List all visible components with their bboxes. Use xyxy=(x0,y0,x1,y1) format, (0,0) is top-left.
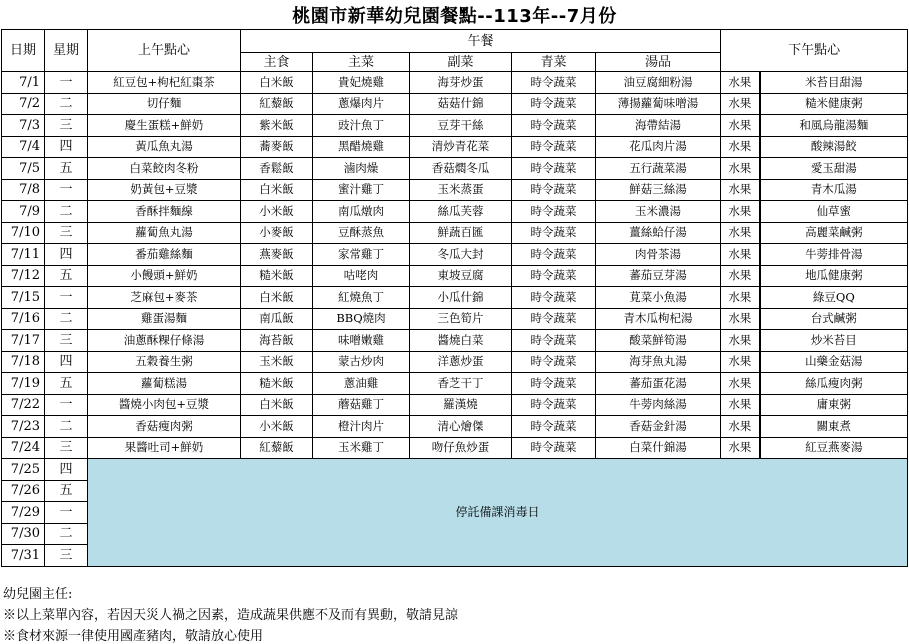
header-soup: 湯品 xyxy=(596,53,721,72)
staple-cell: 小米飯 xyxy=(241,201,313,223)
header-staple: 主食 xyxy=(241,53,313,72)
afternoon-snack-cell: 綠豆QQ xyxy=(760,287,908,309)
main-dish-cell: 橙汁肉片 xyxy=(313,416,410,438)
side-dish-cell: 玉米蒸蛋 xyxy=(410,179,512,201)
fruit-cell: 水果 xyxy=(721,136,760,158)
date-cell: 7/18 xyxy=(2,351,45,373)
weekday-cell: 一 xyxy=(45,502,88,524)
morning-snack-cell: 小饅頭+鮮奶 xyxy=(88,265,241,287)
date-cell: 7/5 xyxy=(2,158,45,180)
vegetable-cell: 時令蔬菜 xyxy=(512,222,596,244)
date-cell: 7/31 xyxy=(2,545,45,567)
fruit-cell: 水果 xyxy=(721,115,760,137)
weekday-cell: 三 xyxy=(45,545,88,567)
side-dish-cell: 羅漢燒 xyxy=(410,394,512,416)
vegetable-cell: 時令蔬菜 xyxy=(512,308,596,330)
weekday-cell: 五 xyxy=(45,373,88,395)
table-row xyxy=(2,158,908,180)
staple-cell: 白米飯 xyxy=(241,287,313,309)
date-cell: 7/22 xyxy=(2,394,45,416)
afternoon-snack-cell: 糙米健康粥 xyxy=(760,93,908,115)
weekday-cell: 二 xyxy=(45,93,88,115)
table-row xyxy=(2,72,908,94)
morning-snack-cell: 醬燒小肉包+豆漿 xyxy=(88,394,241,416)
vegetable-cell: 時令蔬菜 xyxy=(512,72,596,94)
morning-snack-cell: 雞蛋湯麵 xyxy=(88,308,241,330)
side-dish-cell: 三色筍片 xyxy=(410,308,512,330)
header-lunch: 午餐 xyxy=(241,30,721,53)
staple-cell: 糙米飯 xyxy=(241,265,313,287)
afternoon-snack-cell: 絲瓜瘦肉粥 xyxy=(760,373,908,395)
date-cell: 7/10 xyxy=(2,222,45,244)
vegetable-cell: 時令蔬菜 xyxy=(512,373,596,395)
staple-cell: 蕎麥飯 xyxy=(241,136,313,158)
afternoon-snack-cell: 愛玉甜湯 xyxy=(760,158,908,180)
soup-cell: 玉米濃湯 xyxy=(596,201,721,223)
main-dish-cell: 家常雞丁 xyxy=(313,244,410,266)
vegetable-cell: 時令蔬菜 xyxy=(512,244,596,266)
main-dish-cell: 貴妃燒雞 xyxy=(313,72,410,94)
table-row xyxy=(2,265,908,287)
main-dish-cell: 蘑菇雞丁 xyxy=(313,394,410,416)
table-row xyxy=(2,437,908,459)
header-weekday: 星期 xyxy=(45,30,88,72)
date-cell: 7/23 xyxy=(2,416,45,438)
table-row xyxy=(2,416,908,438)
table-row xyxy=(2,308,908,330)
soup-cell: 五行蔬菜湯 xyxy=(596,158,721,180)
soup-cell: 薄揚蘿蔔味噌湯 xyxy=(596,93,721,115)
afternoon-snack-cell: 山藥金菇湯 xyxy=(760,351,908,373)
staple-cell: 紫米飯 xyxy=(241,115,313,137)
side-dish-cell: 絲瓜芙蓉 xyxy=(410,201,512,223)
afternoon-snack-cell: 庸東粥 xyxy=(760,394,908,416)
fruit-cell: 水果 xyxy=(721,287,760,309)
table-row xyxy=(2,459,908,481)
side-dish-cell: 豆芽干絲 xyxy=(410,115,512,137)
afternoon-snack-cell: 牛蒡排骨湯 xyxy=(760,244,908,266)
morning-snack-cell: 番茄雞絲麵 xyxy=(88,244,241,266)
date-cell: 7/11 xyxy=(2,244,45,266)
weekday-cell: 一 xyxy=(45,179,88,201)
main-dish-cell: 豆酥蒸魚 xyxy=(313,222,410,244)
main-dish-cell: BBQ燒肉 xyxy=(313,308,410,330)
header-main-dish: 主菜 xyxy=(313,53,410,72)
weekday-cell: 四 xyxy=(45,351,88,373)
staple-cell: 白米飯 xyxy=(241,179,313,201)
fruit-cell: 水果 xyxy=(721,93,760,115)
date-cell: 7/2 xyxy=(2,93,45,115)
vegetable-cell: 時令蔬菜 xyxy=(512,394,596,416)
date-cell: 7/29 xyxy=(2,502,45,524)
staple-cell: 海苔飯 xyxy=(241,330,313,352)
morning-snack-cell: 紅豆包+枸杞紅棗茶 xyxy=(88,72,241,94)
weekday-cell: 五 xyxy=(45,158,88,180)
fruit-cell: 水果 xyxy=(721,416,760,438)
date-cell: 7/12 xyxy=(2,265,45,287)
date-cell: 7/17 xyxy=(2,330,45,352)
afternoon-snack-cell: 地瓜健康粥 xyxy=(760,265,908,287)
side-dish-cell: 小瓜什錦 xyxy=(410,287,512,309)
table-row xyxy=(2,287,908,309)
morning-snack-cell: 黃瓜魚丸湯 xyxy=(88,136,241,158)
fruit-cell: 水果 xyxy=(721,244,760,266)
main-dish-cell: 蔥油雞 xyxy=(313,373,410,395)
table-row xyxy=(2,244,908,266)
soup-cell: 花瓜肉片湯 xyxy=(596,136,721,158)
vegetable-cell: 時令蔬菜 xyxy=(512,136,596,158)
weekday-cell: 一 xyxy=(45,394,88,416)
afternoon-snack-cell: 高麗菜鹹粥 xyxy=(760,222,908,244)
weekday-cell: 二 xyxy=(45,308,88,330)
soup-cell: 牛蒡肉絲湯 xyxy=(596,394,721,416)
fruit-cell: 水果 xyxy=(721,222,760,244)
date-cell: 7/15 xyxy=(2,287,45,309)
afternoon-snack-cell: 關東煮 xyxy=(760,416,908,438)
staple-cell: 小麥飯 xyxy=(241,222,313,244)
vegetable-cell: 時令蔬菜 xyxy=(512,437,596,459)
morning-snack-cell: 果醬吐司+鮮奶 xyxy=(88,437,241,459)
header-vegetable: 青菜 xyxy=(512,53,596,72)
date-cell: 7/8 xyxy=(2,179,45,201)
afternoon-snack-cell: 青木瓜湯 xyxy=(760,179,908,201)
side-dish-cell: 菇菇什錦 xyxy=(410,93,512,115)
header-date: 日期 xyxy=(2,30,45,72)
vegetable-cell: 時令蔬菜 xyxy=(512,351,596,373)
table-row xyxy=(2,201,908,223)
morning-snack-cell: 蘿蔔糕湯 xyxy=(88,373,241,395)
weekday-cell: 三 xyxy=(45,115,88,137)
fruit-cell: 水果 xyxy=(721,179,760,201)
soup-cell: 蕃茄豆芽湯 xyxy=(596,265,721,287)
staple-cell: 紅藜飯 xyxy=(241,93,313,115)
page-title: 桃園市新華幼兒園餐點--113年--7月份 xyxy=(292,6,617,27)
staple-cell: 小米飯 xyxy=(241,416,313,438)
table-row xyxy=(2,394,908,416)
weekday-cell: 五 xyxy=(45,265,88,287)
afternoon-snack-cell: 仙草蜜 xyxy=(760,201,908,223)
table-row xyxy=(2,351,908,373)
date-cell: 7/24 xyxy=(2,437,45,459)
vegetable-cell: 時令蔬菜 xyxy=(512,93,596,115)
fruit-cell: 水果 xyxy=(721,373,760,395)
morning-snack-cell: 香酥拌麵線 xyxy=(88,201,241,223)
soup-cell: 肉骨茶湯 xyxy=(596,244,721,266)
soup-cell: 香菇金針湯 xyxy=(596,416,721,438)
fruit-cell: 水果 xyxy=(721,72,760,94)
afternoon-snack-cell: 炒米苔目 xyxy=(760,330,908,352)
header-afternoon-snack: 下午點心 xyxy=(721,30,908,72)
date-cell: 7/30 xyxy=(2,523,45,545)
weekday-cell: 二 xyxy=(45,201,88,223)
morning-snack-cell: 奶黃包+豆漿 xyxy=(88,179,241,201)
date-cell: 7/25 xyxy=(2,459,45,481)
staple-cell: 紅藜飯 xyxy=(241,437,313,459)
side-dish-cell: 洋蔥炒蛋 xyxy=(410,351,512,373)
afternoon-snack-cell: 米苔目甜湯 xyxy=(760,72,908,94)
main-dish-cell: 黑醋燒雞 xyxy=(313,136,410,158)
main-dish-cell: 紅燒魚丁 xyxy=(313,287,410,309)
side-dish-cell: 吻仔魚炒蛋 xyxy=(410,437,512,459)
header-morning-snack: 上午點心 xyxy=(88,30,241,72)
table-row xyxy=(2,373,908,395)
staple-cell: 玉米飯 xyxy=(241,351,313,373)
morning-snack-cell: 慶生蛋糕+鮮奶 xyxy=(88,115,241,137)
vegetable-cell: 時令蔬菜 xyxy=(512,265,596,287)
main-dish-cell: 蜜汁雞丁 xyxy=(313,179,410,201)
morning-snack-cell: 白菜餃肉冬粉 xyxy=(88,158,241,180)
date-cell: 7/19 xyxy=(2,373,45,395)
afternoon-snack-cell: 紅豆燕麥湯 xyxy=(760,437,908,459)
footer-note-pork: ※食材來源一律使用國產豬肉，敬請放心使用 xyxy=(3,629,264,644)
main-dish-cell: 蒙古炒肉 xyxy=(313,351,410,373)
weekday-cell: 一 xyxy=(45,72,88,94)
fruit-cell: 水果 xyxy=(721,308,760,330)
side-dish-cell: 香芝干丁 xyxy=(410,373,512,395)
side-dish-cell: 東坡豆腐 xyxy=(410,265,512,287)
weekday-cell: 三 xyxy=(45,222,88,244)
afternoon-snack-cell: 酸辣湯餃 xyxy=(760,136,908,158)
side-dish-cell: 冬瓜大封 xyxy=(410,244,512,266)
weekday-cell: 四 xyxy=(45,136,88,158)
vegetable-cell: 時令蔬菜 xyxy=(512,115,596,137)
soup-cell: 青木瓜枸杞湯 xyxy=(596,308,721,330)
weekday-cell: 二 xyxy=(45,416,88,438)
side-dish-cell: 香菇燜冬瓜 xyxy=(410,158,512,180)
vegetable-cell: 時令蔬菜 xyxy=(512,201,596,223)
morning-snack-cell: 蘿蔔魚丸湯 xyxy=(88,222,241,244)
vegetable-cell: 時令蔬菜 xyxy=(512,287,596,309)
table-row xyxy=(2,93,908,115)
soup-cell: 海芽魚丸湯 xyxy=(596,351,721,373)
soup-cell: 酸菜鮮筍湯 xyxy=(596,330,721,352)
soup-cell: 海帶結湯 xyxy=(596,115,721,137)
date-cell: 7/16 xyxy=(2,308,45,330)
weekday-cell: 一 xyxy=(45,287,88,309)
morning-snack-cell: 切仔麵 xyxy=(88,93,241,115)
soup-cell: 油豆腐細粉湯 xyxy=(596,72,721,94)
weekday-cell: 四 xyxy=(45,459,88,481)
fruit-cell: 水果 xyxy=(721,437,760,459)
main-dish-cell: 咕咾肉 xyxy=(313,265,410,287)
morning-snack-cell: 芝麻包+麥茶 xyxy=(88,287,241,309)
weekday-cell: 三 xyxy=(45,437,88,459)
table-row xyxy=(2,179,908,201)
date-cell: 7/4 xyxy=(2,136,45,158)
weekday-cell: 五 xyxy=(45,480,88,502)
weekday-cell: 三 xyxy=(45,330,88,352)
morning-snack-cell: 五穀養生粥 xyxy=(88,351,241,373)
menu-table xyxy=(1,29,908,567)
side-dish-cell: 鮮蔬百匯 xyxy=(410,222,512,244)
vegetable-cell: 時令蔬菜 xyxy=(512,158,596,180)
staple-cell: 香鬆飯 xyxy=(241,158,313,180)
vegetable-cell: 時令蔬菜 xyxy=(512,179,596,201)
afternoon-snack-cell: 台式鹹粥 xyxy=(760,308,908,330)
side-dish-cell: 清炒青花菜 xyxy=(410,136,512,158)
footer-note-supply: ※以上菜單內容，若因天災人禍之因素，造成蔬果供應不及而有異動，敬請見諒 xyxy=(3,608,459,623)
main-dish-cell: 豉汁魚丁 xyxy=(313,115,410,137)
main-dish-cell: 味噌嫩雞 xyxy=(313,330,410,352)
soup-cell: 白菜什錦湯 xyxy=(596,437,721,459)
table-row xyxy=(2,330,908,352)
fruit-cell: 水果 xyxy=(721,330,760,352)
fruit-cell: 水果 xyxy=(721,201,760,223)
date-cell: 7/1 xyxy=(2,72,45,94)
staple-cell: 糙米飯 xyxy=(241,373,313,395)
weekday-cell: 四 xyxy=(45,244,88,266)
main-dish-cell: 玉米雞丁 xyxy=(313,437,410,459)
fruit-cell: 水果 xyxy=(721,158,760,180)
fruit-cell: 水果 xyxy=(721,394,760,416)
vegetable-cell: 時令蔬菜 xyxy=(512,330,596,352)
date-cell: 7/26 xyxy=(2,480,45,502)
table-row xyxy=(2,136,908,158)
closed-note-cell: 停託備課消毒日 xyxy=(88,459,908,567)
footer-director: 幼兒園主任: xyxy=(3,587,73,602)
soup-cell: 蕃茄蛋花湯 xyxy=(596,373,721,395)
staple-cell: 燕麥飯 xyxy=(241,244,313,266)
fruit-cell: 水果 xyxy=(721,265,760,287)
soup-cell: 鮮菇三絲湯 xyxy=(596,179,721,201)
side-dish-cell: 醬燒白菜 xyxy=(410,330,512,352)
morning-snack-cell: 油蔥酥粿仔條湯 xyxy=(88,330,241,352)
soup-cell: 薑絲蛤仔湯 xyxy=(596,222,721,244)
table-row xyxy=(2,222,908,244)
soup-cell: 莧菜小魚湯 xyxy=(596,287,721,309)
vegetable-cell: 時令蔬菜 xyxy=(512,416,596,438)
date-cell: 7/9 xyxy=(2,201,45,223)
weekday-cell: 二 xyxy=(45,523,88,545)
side-dish-cell: 清心燴傑 xyxy=(410,416,512,438)
fruit-cell: 水果 xyxy=(721,351,760,373)
table-row xyxy=(2,115,908,137)
staple-cell: 白米飯 xyxy=(241,72,313,94)
header-side-dish: 副菜 xyxy=(410,53,512,72)
staple-cell: 南瓜飯 xyxy=(241,308,313,330)
main-dish-cell: 蔥爆肉片 xyxy=(313,93,410,115)
main-dish-cell: 南瓜燉肉 xyxy=(313,201,410,223)
main-dish-cell: 滷肉燥 xyxy=(313,158,410,180)
afternoon-snack-cell: 和風烏龍湯麵 xyxy=(760,115,908,137)
side-dish-cell: 海芽炒蛋 xyxy=(410,72,512,94)
staple-cell: 白米飯 xyxy=(241,394,313,416)
date-cell: 7/3 xyxy=(2,115,45,137)
morning-snack-cell: 香菇瘦肉粥 xyxy=(88,416,241,438)
